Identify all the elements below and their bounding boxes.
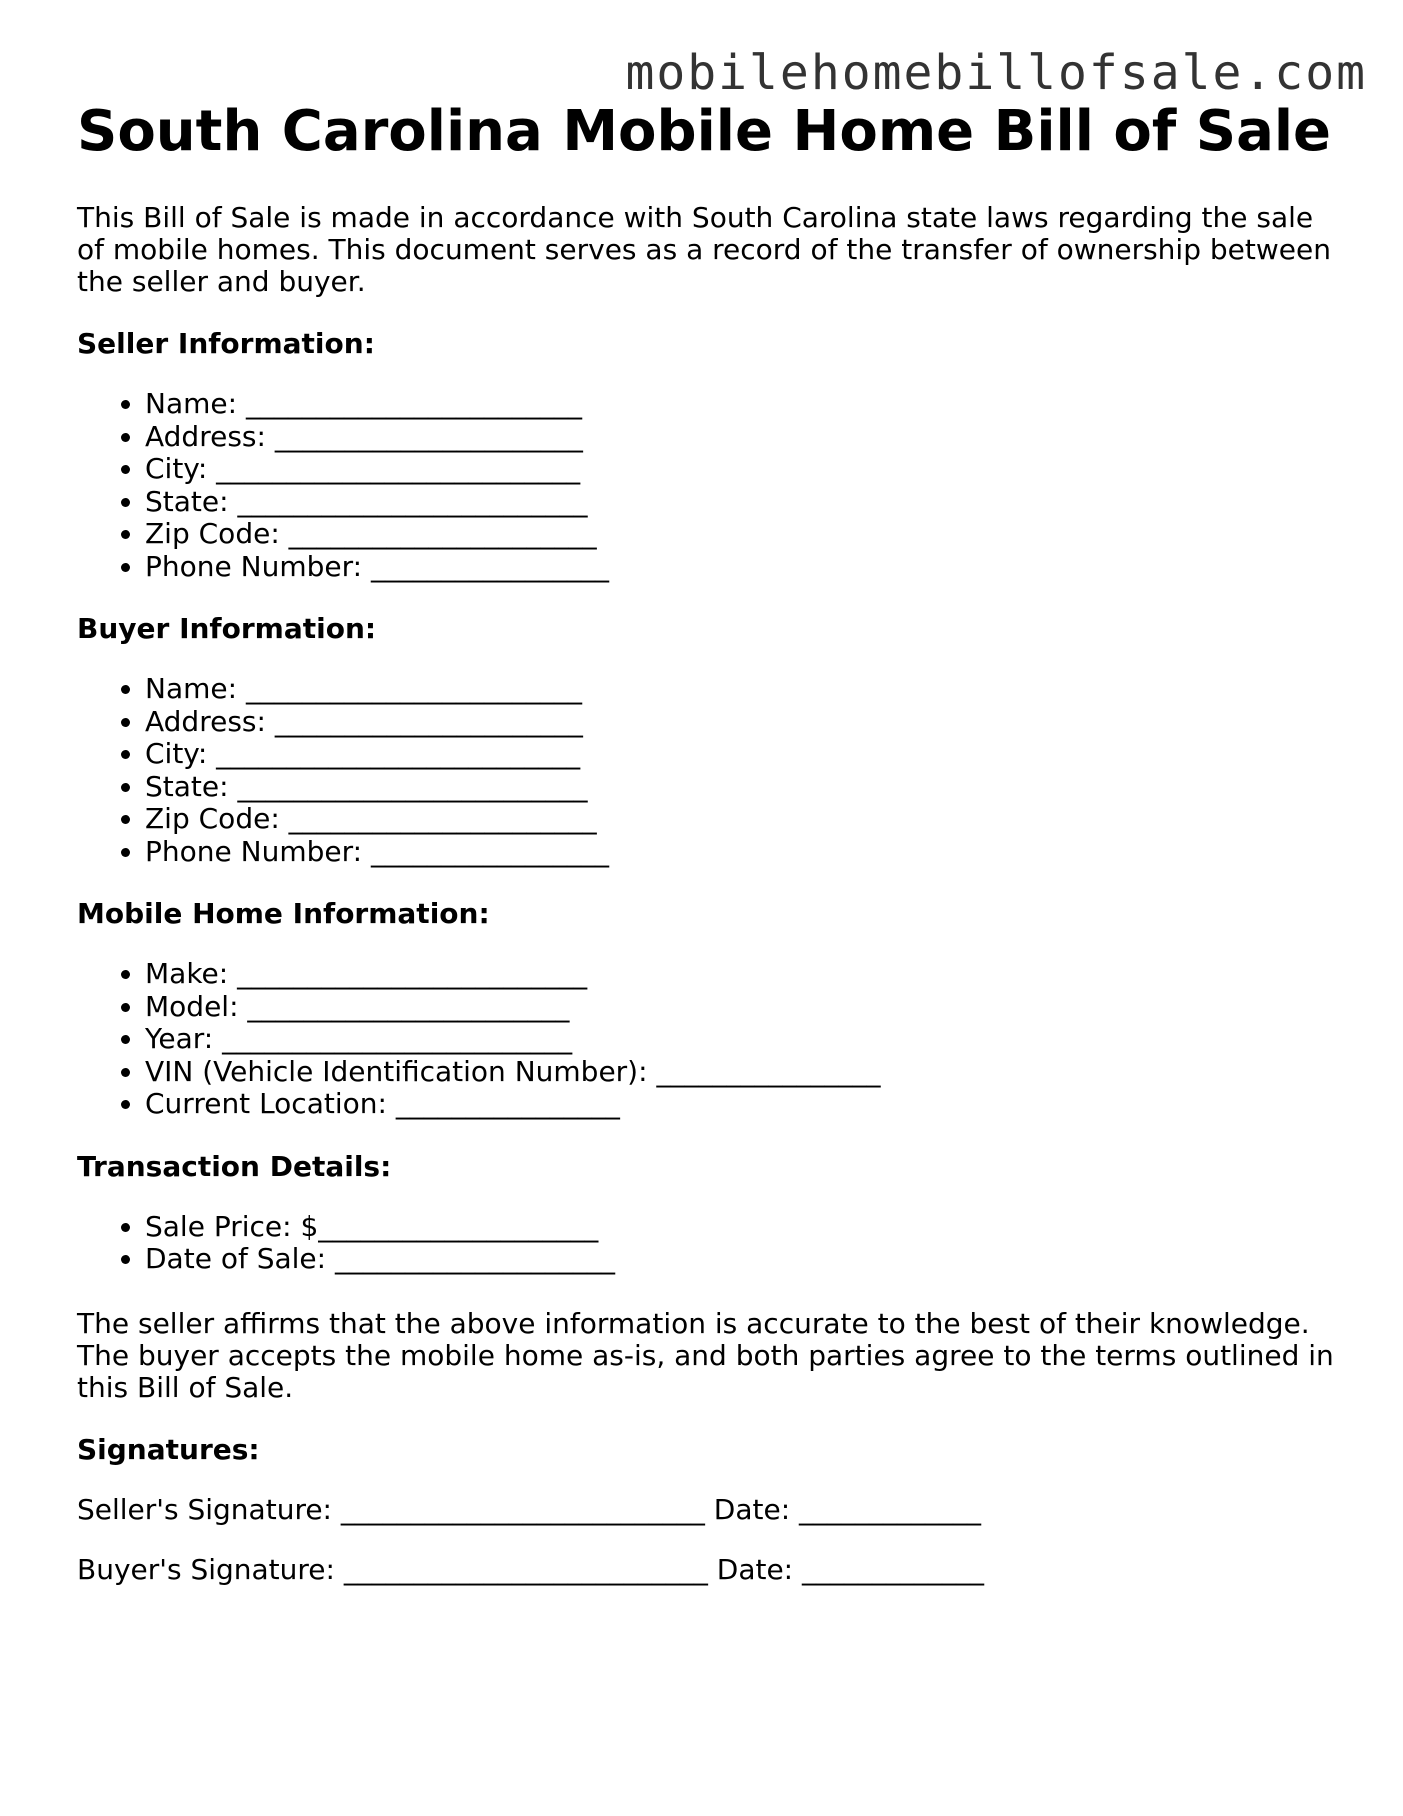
- buyer-signature-line: Buyer's Signature: __________________________ Date: _____________: [77, 1552, 985, 1586]
- seller-info-list: [77, 388, 1337, 583]
- buyer-state-field: • State: _________________________: [145, 771, 1337, 804]
- seller-state-field: • State: _________________________: [145, 486, 1337, 519]
- buyer-zip-field: • Zip Code: ______________________: [145, 803, 1337, 836]
- make-field: • Make: _________________________: [145, 958, 1337, 991]
- buyer-name-field: • Name: ________________________: [145, 673, 1337, 706]
- buyer-city-field: • City: __________________________: [145, 738, 1337, 771]
- seller-phone-field: • Phone Number: _________________: [145, 551, 1337, 584]
- mobile-home-info-heading: Mobile Home Information:: [77, 897, 490, 930]
- seller-signature-line: Seller's Signature: __________________________ Date: _____________: [77, 1492, 982, 1526]
- buyer-address-field: • Address: ______________________: [145, 706, 1337, 739]
- sale-price-field: • Sale Price: $____________________: [145, 1211, 1337, 1244]
- date-of-sale-field: • Date of Sale: ____________________: [145, 1243, 1337, 1276]
- model-field: • Model: _______________________: [145, 991, 1337, 1024]
- transaction-details-heading: Transaction Details:: [77, 1149, 392, 1183]
- buyer-info-heading: Buyer Information:: [77, 612, 377, 645]
- buyer-info-list: [77, 673, 1337, 868]
- vin-field: • VIN (Vehicle Identification Number): ________________: [145, 1056, 1337, 1089]
- signatures-heading: Signatures:: [77, 1432, 260, 1466]
- year-field: • Year: _________________________: [145, 1023, 1337, 1056]
- seller-city-field: • City: __________________________: [145, 453, 1337, 486]
- seller-zip-field: • Zip Code: ______________________: [145, 518, 1337, 551]
- document-page: [77, 98, 1337, 1586]
- site-watermark: mobilehomebillofsale.com: [625, 45, 1367, 101]
- transaction-details-list: [77, 1211, 1337, 1276]
- seller-address-field: • Address: ______________________: [145, 421, 1337, 454]
- document-title: South Carolina Mobile Home Bill of Sale: [77, 99, 1332, 164]
- mobile-home-info-list: [77, 958, 1337, 1121]
- buyer-phone-field: • Phone Number: _________________: [145, 836, 1337, 869]
- seller-name-field: • Name: ________________________: [145, 388, 1337, 421]
- seller-info-heading: Seller Information:: [77, 327, 375, 360]
- current-location-field: • Current Location: ________________: [145, 1088, 1337, 1121]
- intro-paragraph: This Bill of Sale is made in accordance with South Carolina state laws regarding the sale of mobile homes. This document serves as a record of the transfer of ownership between the seller and buyer.: [77, 201, 1331, 298]
- closing-paragraph: The seller affirms that the above information is accurate to the best of their knowledge. The buyer accepts the mobile home as-is, and both parties agree to the terms outlined in this Bill of Sale.: [77, 1306, 1334, 1404]
